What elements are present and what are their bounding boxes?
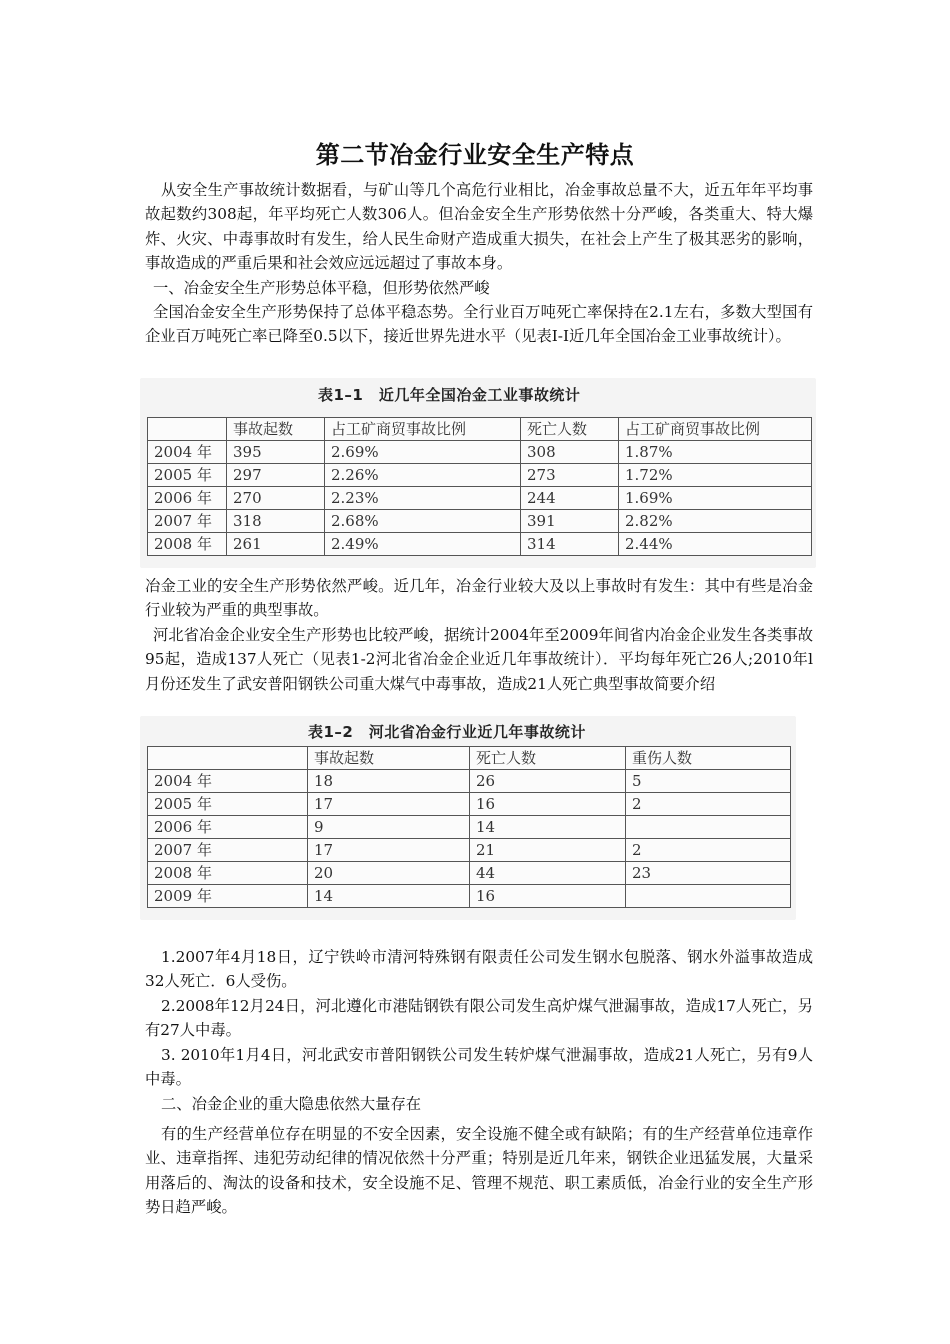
table1-cell: 2.26% <box>325 464 521 487</box>
table2-cell: 14 <box>470 816 626 839</box>
table1-cell: 2.49% <box>325 533 521 556</box>
table1-cell: 314 <box>521 533 619 556</box>
table2-cell: 16 <box>470 793 626 816</box>
table1-cell: 2007 年 <box>148 510 227 533</box>
table1-caption: 表1–1 近几年全国冶金工业事故统计 <box>318 386 581 404</box>
table1-row <box>148 533 812 556</box>
table2-row <box>148 885 791 908</box>
table1-cell: 2.82% <box>619 510 812 533</box>
intro-paragraph: 从安全生产事故统计数据看，与矿山等几个高危行业相比，冶金事故总量不大，近五年年平均事故起数约308起，年平均死亡人数306人。但冶金安全生产形势依然十分严峻，各类重大、特大爆炸、火灾、中毒事故时有发生，给人民生命财产造成重大损失，在社会上产生了极其恶劣的影响，事故造成的严重后果和社会效应远远超过了事故本身。 <box>145 181 813 272</box>
table2-cell: 21 <box>470 839 626 862</box>
table1-header-cell: 死亡人数 <box>521 418 619 441</box>
table2-cell: 17 <box>308 839 470 862</box>
table2-cell: 16 <box>470 885 626 908</box>
table1-row <box>148 464 812 487</box>
table2-cell: 2004 年 <box>148 770 308 793</box>
table1-header-cell <box>148 418 227 441</box>
case-item: 1.2007年4月18日，辽宁铁岭市清河特殊钢有限责任公司发生钢水包脱落、钢水外溢事故造成32人死亡．6人受伤。 <box>145 948 813 991</box>
table2-header-cell: 事故起数 <box>308 747 470 770</box>
paragraph-hazards: 有的生产经营单位存在明显的不安全因素，安全设施不健全或有缺陷；有的生产经营单位违章作业、违章指挥、违犯劳动纪律的情况依然十分严重；特别是近几年来，钢铁企业迅猛发展，大量采用落后的、淘汰的设备和技术，安全设施不足、管理不规范、职工素质低，冶金行业的安全生产形势日趋严峻。 <box>145 1125 813 1216</box>
table1-header-cell: 占工矿商贸事故比例 <box>325 418 521 441</box>
table1-cell: 2004 年 <box>148 441 227 464</box>
table2-cell: 5 <box>626 770 791 793</box>
table2-cell: 14 <box>308 885 470 908</box>
case-item: 3. 2010年1月4日，河北武安市普阳钢铁公司发生转炉煤气泄漏事故，造成21人死亡，另有9人中毒。 <box>145 1046 813 1089</box>
table2-row <box>148 839 791 862</box>
table2-header-cell <box>148 747 308 770</box>
page-title: 第二节冶金行业安全生产特点 <box>315 141 635 169</box>
table2-header-row <box>148 747 791 770</box>
paragraph-national-overview: 全国冶金安全生产形势保持了总体平稳态势。全行业百万吨死亡率保持在2.1左右，多数大型国有企业百万吨死亡率已降至0.5以下，接近世界先进水平（见表I-I近几年全国冶金工业事故统计）。 <box>145 303 813 346</box>
table1-cell: 1.87% <box>619 441 812 464</box>
table2-row <box>148 862 791 885</box>
table2-cell <box>626 816 791 839</box>
table1-header-cell: 事故起数 <box>227 418 325 441</box>
table1-cell: 261 <box>227 533 325 556</box>
table2-cell: 2007 年 <box>148 839 308 862</box>
table2-row <box>148 770 791 793</box>
table2-cell: 2005 年 <box>148 793 308 816</box>
table1-header-cell: 占工矿商贸事故比例 <box>619 418 812 441</box>
table2-cell: 17 <box>308 793 470 816</box>
table2-cell: 26 <box>470 770 626 793</box>
table1-cell: 2006 年 <box>148 487 227 510</box>
table2-cell: 2008 年 <box>148 862 308 885</box>
table1-cell: 2005 年 <box>148 464 227 487</box>
table1-cell: 308 <box>521 441 619 464</box>
table2-caption: 表1–2 河北省冶金行业近几年事故统计 <box>308 723 586 741</box>
case-item: 2.2008年12月24日，河北遵化市港陆钢铁有限公司发生高炉煤气泄漏事故，造成17人死亡，另有27人中毒。 <box>145 997 813 1040</box>
table2-header-cell: 重伤人数 <box>626 747 791 770</box>
table2-cell: 2 <box>626 793 791 816</box>
table2-row <box>148 793 791 816</box>
table2-cell: 18 <box>308 770 470 793</box>
paragraph-hebei: 河北省冶金企业安全生产形势也比较严峻，据统计2004年至2009年间省内冶金企业发生各类事故95起，造成137人死亡（见表1-2河北省冶金企业近几年事故统计）．平均每年死亡26人;2010年l月份还发生了武安普阳钢铁公司重大煤气中毒事故，造成21人死亡典型事故简要介绍 <box>145 626 813 693</box>
table2-cell <box>626 885 791 908</box>
table1-cell: 273 <box>521 464 619 487</box>
section-heading-1: 一、冶金安全生产形势总体平稳，但形势依然严峻 <box>153 279 490 297</box>
table1-cell: 297 <box>227 464 325 487</box>
section-heading-2: 二、冶金企业的重大隐患依然大量存在 <box>161 1095 422 1113</box>
table1-cell: 1.72% <box>619 464 812 487</box>
table1-row <box>148 441 812 464</box>
table1-row <box>148 487 812 510</box>
table1-cell: 1.69% <box>619 487 812 510</box>
table1-header-row <box>148 418 812 441</box>
table2-row <box>148 816 791 839</box>
table2-cell: 23 <box>626 862 791 885</box>
table1-row <box>148 510 812 533</box>
table1-cell: 2.69% <box>325 441 521 464</box>
table2-cell: 2 <box>626 839 791 862</box>
table2-hebei-accidents <box>147 746 791 908</box>
table2-cell: 20 <box>308 862 470 885</box>
table2-cell: 9 <box>308 816 470 839</box>
table1-cell: 318 <box>227 510 325 533</box>
table2-cell: 2009 年 <box>148 885 308 908</box>
table1-cell: 270 <box>227 487 325 510</box>
table1-cell: 2.44% <box>619 533 812 556</box>
table1-cell: 391 <box>521 510 619 533</box>
table2-cell: 44 <box>470 862 626 885</box>
table1-cell: 2.68% <box>325 510 521 533</box>
table1-national-accidents <box>147 417 812 556</box>
paragraph-severity: 冶金工业的安全生产形势依然严峻。近几年，冶金行业较大及以上事故时有发生：其中有些是冶金行业较为严重的典型事故。 <box>145 577 813 620</box>
table1-cell: 2008 年 <box>148 533 227 556</box>
table1-cell: 244 <box>521 487 619 510</box>
table1-cell: 2.23% <box>325 487 521 510</box>
table2-cell: 2006 年 <box>148 816 308 839</box>
table2-header-cell: 死亡人数 <box>470 747 626 770</box>
table1-cell: 395 <box>227 441 325 464</box>
